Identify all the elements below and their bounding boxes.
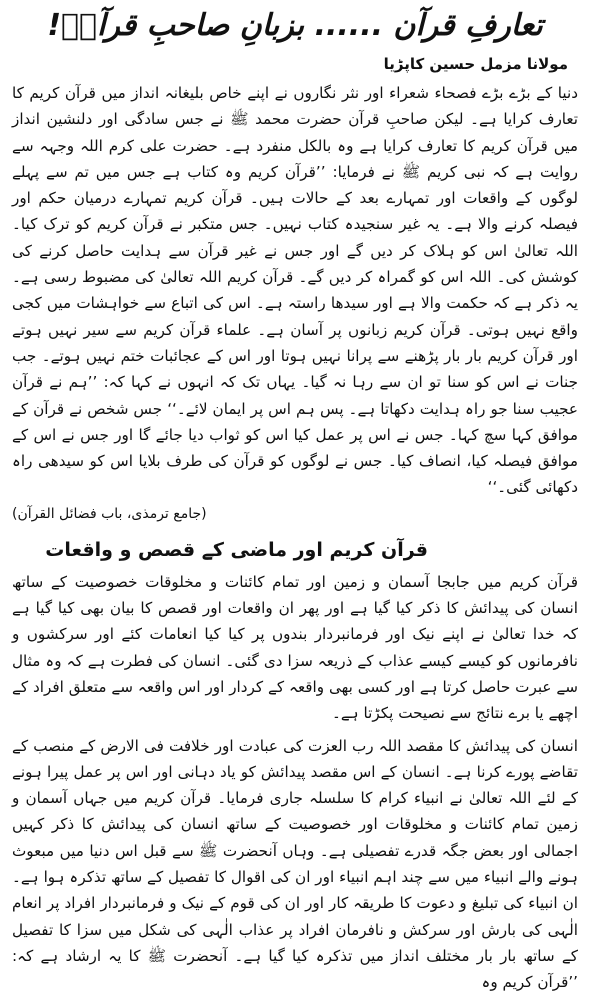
section-paragraph-1: قرآن کریم میں جابجا آسمان و زمین اور تمام کائنات و مخلوقات خصوصیت کے ساتھ انسان کی پیدائش کا ذکر کیا گیا ہے اور پھر ان واقعات اور قصص کا بیان بھی کیا گیا ہے کہ خدا تعالیٰ نے اپنے نیک اور فرمانبردار بندوں پر کیا کیا انعامات کئے اور سرکشوں و نافرمانوں کو کیسے کیسے عذاب کے ذریعہ سزا دی گئی۔ انسان کی فطرت ہے کہ وہ مثال سے عبرت حاصل کرتا ہے اور کسی بھی واقعہ کے کردار اور اس واقعہ سے متعلق افراد کے اچھے یا برے نتائج سے نصیحت پکڑتا ہے۔ <box>12 572 578 723</box>
hadith-citation: (جامع ترمذی، باب فضائل القرآن) <box>12 505 207 522</box>
section-heading: قرآن کریم اور ماضی کے قصص و واقعات <box>45 538 428 561</box>
page-title: تعارفِ قرآن ...... بزبانِ صاحبِ قرآنؐ! <box>47 8 543 43</box>
author-name: مولانا مزمل حسین کاپڑیا <box>383 55 568 73</box>
intro-paragraph: دنیا کے بڑے بڑے فصحاء شعراء اور نثر نگاروں نے اپنے خاص بلیغانہ انداز میں قرآن کریم کا تعارف کرایا ہے۔ لیکن صاحبِ قرآن حضرت محمد ﷺ نے جس سادگی اور دلنشین انداز میں قرآن کریم کا تعارف کرایا ہے وہ بالکل منفرد ہے۔ حضرت علی کرم اللہ وجہہ سے روایت ہے کہ نبی کریم ﷺ نے فرمایا: ’’قرآن کریم وہ کتاب ہے جس میں تم سے پہلے لوگوں کے واقعات اور تمہارے بعد کے حالات ہیں۔ قرآن کریم تمہارے درمیان حکم اور فیصلہ کرنے والا ہے۔ یہ غیر سنجیدہ کتاب نہیں۔ جس متکبر نے قرآن کریم کو ترک کیا۔ اللہ تعالیٰ اس کو ہلاک کر دیں گے اور جس نے غیر قرآن سے ہدایت حاصل کرنے کی کوشش کی۔ اللہ اس کو گمراہ کر دیں گے۔ قرآن کریم اللہ تعالیٰ کی مضبوط رسی ہے۔ یہ ذکر ہے کہ حکمت والا ہے اور سیدھا راستہ ہے۔ اس کی اتباع سے خواہشات میں کجی واقع نہیں ہوتی۔ قرآن کریم زبانوں پر آسان ہے۔ علماء قرآن کریم سے سیر نہیں ہوتے اور قرآن کریم بار بار پڑھنے سے پرانا نہیں ہوتا اور اس کے عجائبات ختم نہیں ہوتے۔ جب جنات نے اس کو سنا تو ان سے رہا نہ گیا۔ یہاں تک کہ انہوں نے کہا کہ: ’’ہم نے قرآن عجیب سنا جو راہ ہدایت دکھاتا ہے۔ پس ہم اس پر ایمان لائے۔‘‘ جس شخص نے قرآن کے موافق کہا سچ کہا۔ جس نے اس پر عمل کیا اس کو ثواب دیا جائے گا اور جس نے اس کے موافق فیصلہ کیا، انصاف کیا۔ جس نے لوگوں کو قرآن کی طرف بلایا اس کو سیدھی راہ دکھائی گئی۔‘‘ <box>12 84 578 497</box>
section-paragraph-2: انسان کی پیدائش کا مقصد اللہ رب العزت کی عبادت اور خلافت فی الارض کے منصب کے تقاضے پورے کرنا ہے۔ انسان کے اس مقصد پیدائش کو یاد دہانی اور اس پر عمل پیرا ہونے کے لئے اللہ تعالیٰ نے انبیاء کرام کا سلسلہ جاری فرمایا۔ قرآن کریم میں جہاں آسمان و زمین تمام کائنات و مخلوقات اور خصوصیت کے ساتھ انسان کی پیدائش کا ذکر کہیں اجمالی اور بعض جگہ قدرے تفصیلی ہے۔ وہاں آنحضرت ﷺ سے قبل اس دنیا میں مبعوث ہونے والے انبیاء میں سے چند اہم انبیاء اور ان کی اقوال کا تفصیل کے ساتھ تذکرہ ہوا ہے۔ ان انبیاء کی تبلیغ و دعوت کا طریقہ کار اور ان کی قوم کے نیک و فرمانبردار افراد پر انعام الٰہی کی بارش اور سرکش و نافرمان افراد پر عذاب الٰہی کی شکل میں سزا کا تفصیل کے ساتھ بار بار مختلف انداز میں تذکرہ کیا گیا ہے۔ آنحضرت ﷺ کا یہ ارشاد ہے کہ: ’’قرآن کریم وہ <box>12 736 578 992</box>
